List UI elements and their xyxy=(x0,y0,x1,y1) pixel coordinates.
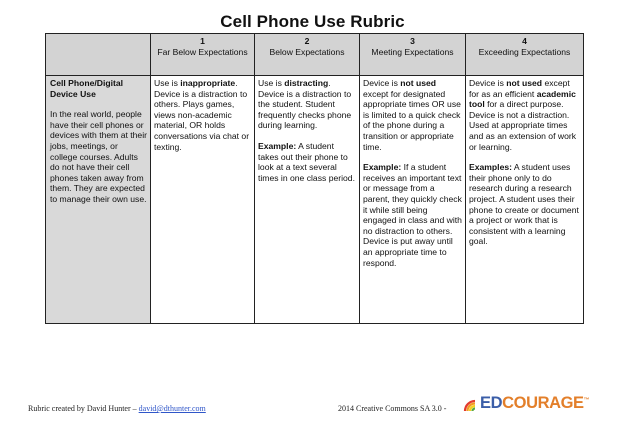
level-4-description: Device is not used except for as an efficient academic tool for a direct purpose. Device is not a distraction. Used at appropriate times and as an extension of work or learning. xyxy=(469,78,577,152)
level-number: 2 xyxy=(304,36,310,46)
header-level-2 xyxy=(255,34,360,76)
header-level-3 xyxy=(360,34,466,76)
rubric-title: Cell Phone Use Rubric xyxy=(220,12,405,31)
level-2-description: Use is distracting. Device is a distraction to the student. Student frequently checks phone during learning. xyxy=(258,78,352,131)
category-description: In the real world, people have their cell phones or devices with them at their jobs, meetings, or college courses. Adults do not have their cell phones taken away from them. They are expected to manage their own use. xyxy=(50,109,147,204)
level-3-cell xyxy=(360,76,466,324)
footer-license: 2014 Creative Commons SA 3.0 - xyxy=(338,404,447,413)
level-1-description: Use is inappropriate. Device is a distraction to others. Plays games, views non-academic material, OR holds conversations via chat or texting. xyxy=(154,78,250,152)
level-3-example: Example: If a student receives an important text or message from a parent, they quickly check it while still being engaged in class and with no distraction to others. Device is put away until an appropriate time to respond. xyxy=(363,162,462,268)
level-3-description: Device is not used except for designated appropriate times OR use is limited to a quick check of the phone during a transition or appropriate time. xyxy=(363,78,461,152)
category-title: Cell Phone/Digital Device Use xyxy=(50,78,124,99)
header-corner-cell xyxy=(46,34,151,76)
author-email-link[interactable]: david@dthunter.com xyxy=(138,404,206,413)
level-1-cell xyxy=(151,76,255,324)
credit-text: Rubric created by David Hunter – xyxy=(28,404,139,413)
level-label: Far Below Expectations xyxy=(157,46,248,57)
edcourage-logo xyxy=(462,391,590,415)
header-row xyxy=(46,34,584,76)
header-level-1 xyxy=(151,34,255,76)
level-number: 4 xyxy=(522,36,527,46)
level-number: 1 xyxy=(200,36,205,46)
level-label: Exceeding Expectations xyxy=(478,46,571,57)
rainbow-arc-icon xyxy=(462,391,482,415)
level-4-cell xyxy=(466,76,584,324)
level-2-example: Example: A student takes out their phone to look at a text several times in one class period. xyxy=(258,140,355,183)
level-number: 3 xyxy=(410,36,415,46)
level-2-cell xyxy=(255,76,360,324)
rubric-table xyxy=(45,33,584,324)
category-cell xyxy=(46,76,151,324)
level-label: Below Expectations xyxy=(269,46,345,57)
logo-wordmark: EDCOURAGE™ xyxy=(480,394,590,412)
header-level-4 xyxy=(466,34,584,76)
level-label: Meeting Expectations xyxy=(371,46,454,57)
footer-credit xyxy=(28,404,206,413)
level-4-example: Examples: A student uses their phone only to do research during a research project. A student uses their phone to create or document a project or work that is consistent with a learning goal. xyxy=(469,162,579,247)
criteria-row xyxy=(46,76,584,324)
